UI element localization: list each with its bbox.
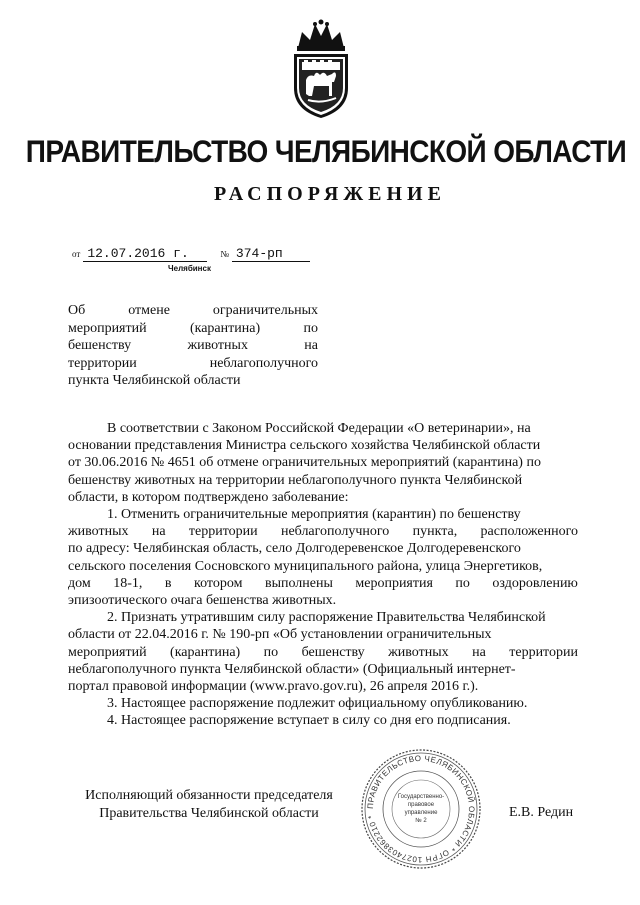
subject-word: на bbox=[304, 338, 318, 353]
body-text-segment: территории bbox=[509, 644, 578, 660]
body-text-segment: по bbox=[263, 644, 279, 660]
body-text-segment: эпизоотического очага бешенства животных. bbox=[68, 593, 337, 609]
subject-word: неблагополучного bbox=[209, 355, 318, 371]
subject-word: (карантина) bbox=[189, 320, 261, 336]
body-text-segment: (карантина) bbox=[170, 644, 241, 660]
body-text-segment: области от 22.04.2016 г. № 190-рп «Об установлении ограничительных bbox=[68, 627, 492, 643]
body-text-segment: на bbox=[151, 524, 166, 540]
body-text-segment: выполнены bbox=[264, 575, 333, 591]
subject-word: мероприятий bbox=[68, 320, 147, 336]
subject-word: ограничительных bbox=[212, 303, 318, 318]
body-line bbox=[68, 661, 578, 678]
body-text-segment: 4. Настоящее распоряжение вступает в силу со дня его подписания. bbox=[107, 713, 511, 729]
body-text-segment: бешенству животных на территории неблагополучного пункта Челябинской bbox=[68, 472, 523, 488]
document-type: РАСПОРЯЖЕНИЕ bbox=[214, 183, 446, 205]
body-text-segment: на bbox=[472, 644, 486, 660]
subject-word: отмене bbox=[128, 303, 170, 318]
body-line bbox=[68, 592, 578, 609]
document-meta bbox=[72, 246, 310, 262]
number-prefix: № bbox=[220, 249, 229, 259]
document-body bbox=[68, 420, 578, 730]
signer-position-line: Правительства Челябинской области bbox=[99, 806, 319, 821]
stamp-inner-text: правовое bbox=[407, 802, 435, 808]
body-text-segment: портал правовой информации (www.pravo.gov.ru), 26 апреля 2016 г.). bbox=[68, 679, 479, 695]
body-line bbox=[68, 695, 578, 712]
body-text-segment: мероприятия bbox=[355, 575, 433, 591]
body-line bbox=[68, 420, 578, 437]
body-line bbox=[68, 489, 578, 506]
body-text-segment: животных bbox=[388, 644, 449, 660]
body-line bbox=[68, 575, 578, 592]
chelyabinsk-coat-of-arms-icon bbox=[288, 18, 354, 120]
body-line bbox=[68, 523, 578, 540]
stamp-inner-text: управление bbox=[404, 810, 438, 816]
stamp-outer-text: ПРАВИТЕЛЬСТВО ЧЕЛЯБИНСКОЙ ОБЛАСТИ * ОГРН 1027403862210 * bbox=[365, 753, 477, 865]
body-text-segment: расположенного bbox=[480, 524, 578, 540]
body-text-segment: неблагополучного пункта Челябинской области» (Официальный интернет- bbox=[68, 661, 516, 677]
body-text-segment: бешенству bbox=[301, 644, 365, 660]
subject-word: территории bbox=[68, 355, 137, 371]
svg-text:ПРАВИТЕЛЬСТВО ЧЕЛЯБИНСКОЙ ОБЛА bbox=[366, 754, 476, 864]
document-number: 374-рп bbox=[232, 247, 310, 262]
body-line bbox=[68, 678, 578, 695]
body-text-segment: по адресу: Челябинская область, село Долгодеревенское Долгодеревенского bbox=[68, 541, 521, 557]
body-line bbox=[68, 454, 578, 471]
subject-line bbox=[68, 337, 318, 355]
body-text-segment: сельского поселения Сосновского муниципального района, улица Энергетиков, bbox=[68, 558, 543, 574]
body-text-segment: территории bbox=[188, 524, 258, 540]
subject-line bbox=[68, 320, 318, 338]
body-text-segment: области, в котором подтверждено заболевание: bbox=[68, 489, 349, 505]
subject-word: пункта Челябинской области bbox=[68, 373, 241, 388]
body-line bbox=[68, 437, 578, 454]
stamp-inner-text: № 2 bbox=[415, 818, 427, 824]
body-text-segment: от 30.06.2016 № 4651 об отмене ограничительных мероприятий (карантина) по bbox=[68, 455, 541, 471]
body-line bbox=[68, 626, 578, 643]
signer-name: Е.В. Редин bbox=[509, 805, 574, 820]
signer-position-line: Исполняющий обязанности председателя bbox=[85, 788, 333, 803]
subject-line bbox=[68, 302, 318, 320]
body-text-segment: 18-1, bbox=[113, 575, 143, 591]
body-text-segment: 1. Отменить ограничительные мероприятия (карантин) по бешенству bbox=[107, 507, 521, 523]
subject-line bbox=[68, 372, 318, 390]
body-text-segment: животных bbox=[68, 524, 129, 540]
city-label: Челябинск bbox=[168, 264, 211, 273]
body-text-segment: мероприятий bbox=[68, 644, 147, 660]
body-line bbox=[68, 540, 578, 557]
signer-position bbox=[64, 787, 354, 823]
body-line bbox=[68, 644, 578, 661]
body-text-segment: 3. Настоящее распоряжение подлежит официальному опубликованию. bbox=[107, 696, 528, 712]
document-subject bbox=[68, 302, 318, 390]
body-text-segment: основании представления Министра сельского хозяйства Челябинской области bbox=[68, 438, 541, 454]
body-text-segment: дом bbox=[68, 575, 91, 591]
body-text-segment: 2. Признать утратившим силу распоряжение Правительства Челябинской bbox=[107, 610, 546, 626]
org-title: ПРАВИТЕЛЬСТВО ЧЕЛЯБИНСКОЙ ОБЛАСТИ bbox=[25, 134, 627, 169]
body-line bbox=[68, 506, 578, 523]
body-text-segment: по bbox=[455, 575, 470, 591]
official-stamp bbox=[360, 748, 482, 870]
body-text-segment: В соответствии с Законом Российской Федерации «О ветеринарии», на bbox=[107, 421, 531, 436]
body-text-segment: пункта, bbox=[412, 524, 458, 540]
document-date: 12.07.2016 г. bbox=[83, 247, 207, 262]
date-prefix: от bbox=[72, 249, 81, 259]
subject-word: животных bbox=[187, 338, 248, 353]
body-line bbox=[68, 609, 578, 626]
body-text-segment: оздоровлению bbox=[492, 575, 578, 591]
subject-line bbox=[68, 355, 318, 373]
subject-word: Об bbox=[68, 303, 86, 318]
subject-word: по bbox=[303, 320, 318, 336]
subject-word: бешенству bbox=[68, 338, 132, 353]
body-text-segment: неблагополучного bbox=[280, 524, 390, 540]
body-text-segment: котором bbox=[194, 575, 243, 591]
body-line bbox=[68, 558, 578, 575]
body-line bbox=[68, 472, 578, 489]
body-text-segment: в bbox=[164, 575, 172, 591]
stamp-inner-text: Государственно- bbox=[397, 794, 445, 800]
body-line bbox=[68, 712, 578, 729]
